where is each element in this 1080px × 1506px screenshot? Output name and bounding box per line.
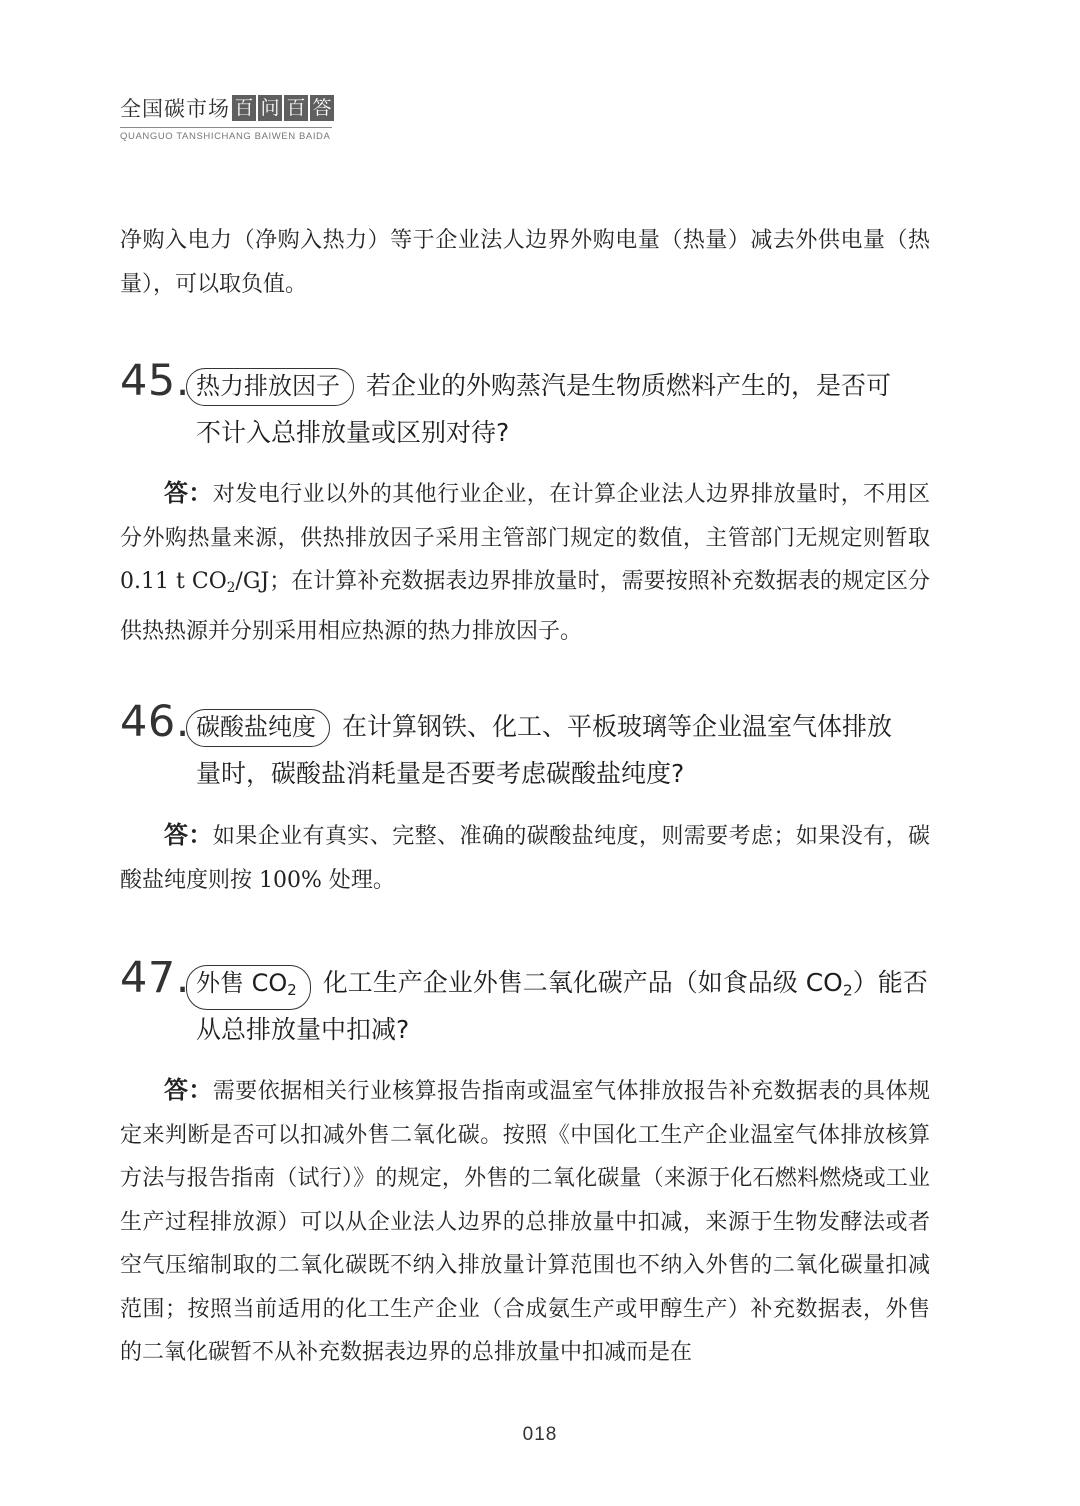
book-title-box-1: 百 <box>232 95 256 121</box>
page-number: 018 <box>522 1424 558 1445</box>
answer-label: 答： <box>164 821 213 849</box>
book-title <box>120 94 350 122</box>
topic-tag-text: 外售 CO <box>196 969 288 997</box>
header-divider <box>120 127 332 128</box>
question-line-1 <box>186 707 892 747</box>
book-title-box-3: 百 <box>284 95 308 121</box>
question-line-1 <box>186 366 891 406</box>
question-number: 46. <box>120 697 190 747</box>
answer-text-continued: /GJ；在计算补充数据表边界排放量时，需要按照补充数据表的规定区分供热热源并分别采用相应热源的热力排放因子。 <box>120 569 930 645</box>
intro-paragraph: 净购入电力（净购入热力）等于企业法人边界外购电量（热量）减去外供电量（热量），可以取负值。 <box>120 228 930 297</box>
question-text-end: ）能否 <box>852 968 928 997</box>
running-header <box>120 94 350 142</box>
question-number: 47. <box>120 953 190 1003</box>
answer-47 <box>120 1069 930 1375</box>
subscript-2: 2 <box>226 579 236 596</box>
answer-46 <box>120 814 930 902</box>
subscript-2: 2 <box>842 981 853 1000</box>
question-line-2: 量时，碳酸盐消耗量是否要考虑碳酸盐纯度? <box>196 759 685 788</box>
answer-label: 答： <box>164 1076 213 1104</box>
answer-45 <box>120 472 930 654</box>
question-line-1 <box>186 963 928 1010</box>
question-number: 45. <box>120 356 190 406</box>
question-line-2: 不计入总排放量或区别对待? <box>196 418 510 447</box>
answer-label: 答： <box>164 479 213 507</box>
subscript-2: 2 <box>287 981 297 1000</box>
topic-tag: 热力排放因子 <box>186 368 354 406</box>
question-line-2: 从总排放量中扣减? <box>196 1015 410 1044</box>
topic-tag: 碳酸盐纯度 <box>186 709 330 747</box>
topic-tag <box>186 965 311 1010</box>
question-text: 在计算钢铁、化工、平板玻璃等企业温室气体排放 <box>342 712 893 741</box>
book-title-box-4: 答 <box>310 95 334 121</box>
answer-text: 对发电行业以外的其他行业企业，在计算企业法人边界排放量时，不用区分外购热量来源，供热排放因子采用主管部门规定的数值，主管部门无规定则暂取 0.11 t CO <box>120 482 930 594</box>
answer-text: 如果企业有真实、完整、准确的碳酸盐纯度，则需要考虑；如果没有，碳酸盐纯度则按 100% 处理。 <box>120 824 930 893</box>
book-subtitle-pinyin: QUANGUO TANSHICHANG BAIWEN BAIDA <box>120 131 331 142</box>
answer-text: 需要依据相关行业核算报告指南或温室气体排放报告补充数据表的具体规定来判断是否可以扣减外售二氧化碳。按照《中国化工生产企业温室气体排放核算方法与报告指南（试行）》的规定，外售的二氧化碳量（来源于化石燃料燃烧或工业生产过程排放源）可以从企业法人边界的总排放量中扣减，来源于生物发酵法或者空气压缩制取的二氧化碳既不纳入排放量计算范围也不纳入外售的二氧化碳量扣减范围；按照当前适用的化工生产企业（合成氨生产或甲醇生产）补充数据表，外售的二氧化碳暂不从补充数据表边界的总排放量中扣减而是在 <box>120 1079 930 1365</box>
book-title-box-2: 问 <box>258 95 282 121</box>
question-text: 化工生产企业外售二氧化碳产品（如食品级 CO <box>322 968 843 997</box>
book-title-plain: 全国碳市场 <box>120 97 230 121</box>
question-text: 若企业的外购蒸汽是生物质燃料产生的，是否可 <box>366 371 892 400</box>
